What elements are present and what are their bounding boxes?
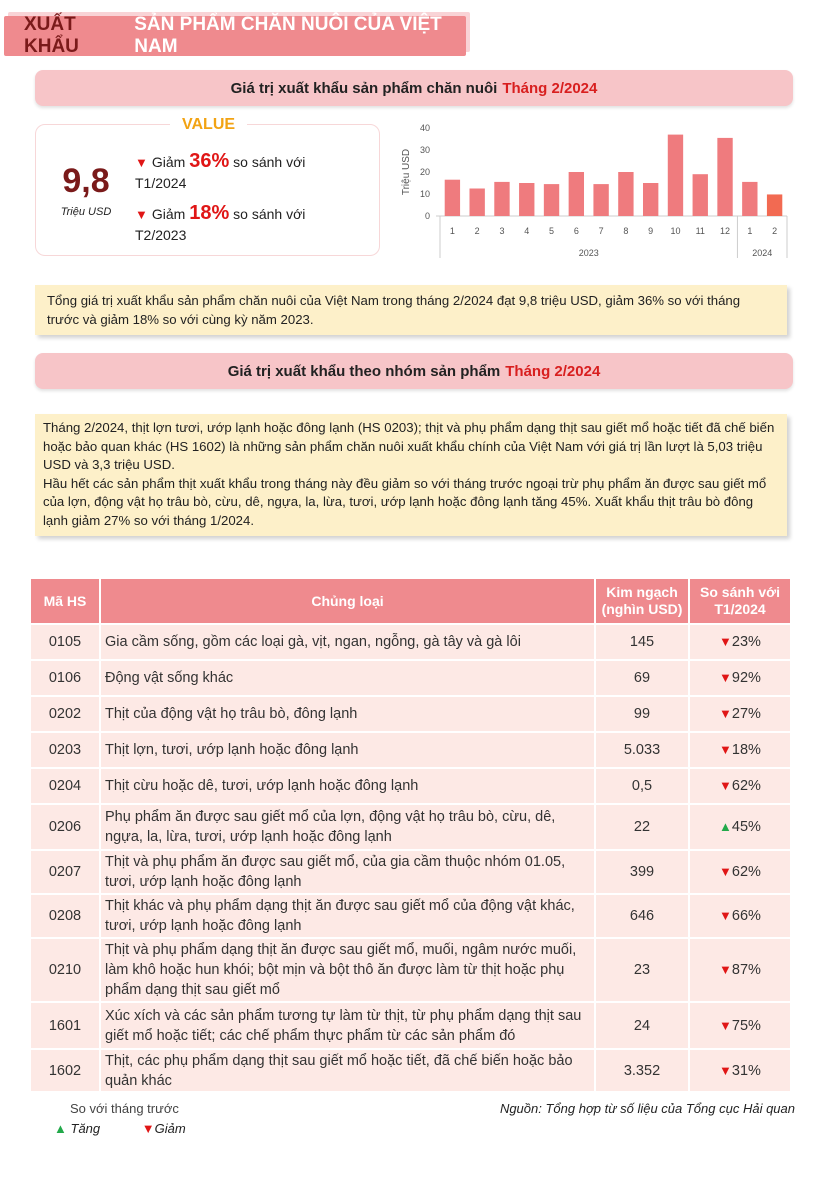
cell-hs-code: 0106	[31, 661, 101, 695]
bar-12	[717, 138, 732, 216]
down-triangle-icon: ▼	[719, 670, 732, 685]
comparison-year	[135, 203, 345, 246]
monthly-export-bar-chart	[395, 116, 795, 266]
cell-hs-code: 0207	[31, 851, 101, 893]
header-value-text: Kim ngạch (nghìn USD)	[601, 584, 683, 617]
down-triangle-icon: ▼	[141, 1121, 155, 1136]
section-product-group-title	[35, 353, 793, 389]
header-value	[596, 579, 690, 623]
bar-9	[643, 183, 658, 216]
source-note: Nguồn: Tổng hợp từ số liệu của Tổng cục Hải quan	[499, 1101, 795, 1116]
bar-4	[519, 183, 534, 216]
header-title-accent: XUẤT KHẨU	[24, 14, 79, 57]
cell-export-value: 145	[596, 625, 690, 659]
section-title-text: Giá trị xuất khẩu sản phẩm chăn nuôi	[230, 79, 498, 97]
cell-change-pct: 18%	[731, 742, 761, 758]
header-hs-code: Mã HS	[31, 579, 101, 623]
section-title-period: Tháng 2/2024	[505, 362, 601, 380]
cell-product-name: Động vật sống khác	[101, 661, 596, 695]
cell-product-name: Gia cầm sống, gồm các loại gà, vịt, ngan, ngỗng, gà tây và gà lôi	[101, 625, 596, 659]
summary-text: Tổng giá trị xuất khẩu sản phẩm chăn nuôi của Việt Nam trong tháng 2/2024 đạt 9,8 triệu USD, giảm 36% so với tháng trước và giảm 18% so với cùng kỳ năm 2023.	[47, 293, 741, 327]
cell-change-pct: 62%	[731, 864, 761, 880]
legend	[54, 1121, 186, 1136]
product-export-table	[31, 577, 790, 1093]
cell-export-value: 99	[596, 697, 690, 731]
summary-note	[35, 285, 787, 335]
bar-8	[618, 172, 633, 216]
legend-title: So với tháng trước	[70, 1101, 179, 1116]
table-row	[31, 733, 790, 767]
x-tick-label: 10	[670, 226, 681, 236]
cell-change	[690, 939, 790, 1001]
cell-export-value: 399	[596, 851, 690, 893]
bar-2	[469, 189, 484, 217]
down-triangle-icon: ▼	[719, 778, 732, 793]
cell-hs-code: 0210	[31, 939, 101, 1001]
cell-hs-code: 0208	[31, 895, 101, 937]
cell-product-name: Thịt lợn, tươi, ướp lạnh hoặc đông lạnh	[101, 733, 596, 767]
x-tick-label: 8	[623, 226, 629, 236]
cell-product-name: Thịt và phụ phẩm dạng thịt ăn được sau giết mổ, muối, ngâm nước muối, làm khô hoặc hun khói; bột mịn và bột thô ăn được làm từ thịt hoặc phụ phẩm dạng thịt sau giết mổ	[101, 939, 596, 1001]
comparison-month	[135, 151, 345, 194]
cell-export-value: 22	[596, 805, 690, 849]
cell-change	[690, 697, 790, 731]
cell-product-name: Phụ phẩm ăn được sau giết mổ của lợn, động vật họ trâu bò, cừu, dê, ngựa, la, lừa, tươi, ướp lạnh hoặc đông lạnh	[101, 805, 596, 849]
comparison-month-suffix: so sánh với T1/2024	[135, 154, 306, 191]
y-axis-label: Triệu USD	[401, 148, 412, 196]
down-triangle-icon: ▼	[719, 864, 732, 879]
down-triangle-icon: ▼	[719, 962, 732, 977]
table-row	[31, 851, 790, 893]
table-row	[31, 895, 790, 937]
comparison-year-suffix: so sánh với T2/2023	[135, 206, 306, 243]
legend-up-label: Tăng	[70, 1121, 101, 1136]
x-tick-label: 1	[449, 226, 455, 236]
cell-change	[690, 769, 790, 803]
x-group-label: 2024	[752, 248, 773, 258]
cell-change-pct: 92%	[731, 670, 761, 686]
cell-export-value: 3.352	[596, 1050, 690, 1091]
cell-change	[690, 661, 790, 695]
cell-export-value: 69	[596, 661, 690, 695]
x-tick-label: 2	[474, 226, 480, 236]
cell-export-value: 24	[596, 1003, 690, 1048]
cell-export-value: 5.033	[596, 733, 690, 767]
header-change	[690, 579, 790, 623]
cell-change-pct: 62%	[731, 778, 761, 794]
table-row	[31, 1050, 790, 1091]
table-row	[31, 625, 790, 659]
section-title-period: Tháng 2/2024	[502, 79, 598, 97]
header-product: Chủng loại	[101, 579, 596, 623]
x-tick-label: 9	[648, 226, 654, 236]
cell-change-pct: 23%	[731, 634, 761, 650]
down-triangle-icon: ▼	[719, 742, 732, 757]
table-row	[31, 939, 790, 1001]
cell-product-name: Thịt, các phụ phẩm dạng thịt sau giết mổ hoặc tiết, đã chế biến hoặc bảo quản khác	[101, 1050, 596, 1091]
cell-change-pct: 87%	[731, 962, 761, 978]
cell-change-pct: 75%	[731, 1017, 761, 1034]
x-tick-label: 11	[695, 226, 705, 236]
up-triangle-icon: ▲	[54, 1121, 67, 1136]
x-tick-label: 7	[598, 226, 604, 236]
cell-hs-code: 0203	[31, 733, 101, 767]
x-group-label: 2023	[578, 248, 599, 258]
cell-change	[690, 1050, 790, 1091]
comparison-month-prefix: Giảm	[151, 154, 186, 170]
x-tick-label: 3	[499, 226, 505, 236]
bar-7	[593, 184, 608, 216]
up-triangle-icon: ▲	[719, 819, 732, 834]
bar-1	[445, 180, 460, 216]
analysis-paragraph-2: Hầu hết các sản phẩm thịt xuất khẩu trong tháng này đều giảm so với tháng trước ngoại trừ phụ phẩm ăn được sau giết mổ của lợn, động vật họ trâu bò, cừu, dê, ngựa, la, lừa, tươi, ướp lạnh hoặc đông lạnh tăng 45%. Xuất khẩu thịt trâu bò đông lạnh giảm 27% so với tháng 1/2024.	[43, 475, 767, 528]
bar-10	[668, 135, 683, 216]
comparison-year-prefix: Giảm	[151, 206, 186, 222]
header-title: SẢN PHẨM CHĂN NUÔI CỦA VIỆT NAM	[134, 14, 442, 57]
table-row	[31, 769, 790, 803]
table-body	[31, 625, 790, 1091]
x-tick-label: 1	[747, 226, 753, 236]
cell-change-pct: 45%	[731, 819, 761, 835]
legend-down	[142, 1121, 186, 1136]
x-tick-label: 4	[524, 226, 530, 236]
table-header-row	[31, 579, 790, 623]
bar-1	[742, 182, 757, 216]
table-row	[31, 697, 790, 731]
down-triangle-icon: ▼	[719, 706, 732, 721]
page-header-banner	[4, 16, 466, 56]
down-triangle-icon: ▼	[719, 908, 732, 923]
bar-5	[544, 184, 559, 216]
table-row	[31, 661, 790, 695]
cell-export-value: 23	[596, 939, 690, 1001]
cell-change	[690, 805, 790, 849]
down-triangle-icon: ▼	[719, 1017, 732, 1033]
comparison-month-pct: 36%	[189, 150, 230, 172]
cell-product-name: Xúc xích và các sản phẩm tương tự làm từ thịt, từ phụ phẩm dạng thịt sau giết mổ hoặc tiết; các chế phẩm thực phẩm từ các sản phẩm đó	[101, 1003, 596, 1048]
header-change-text: So sánh với T1/2024	[700, 584, 780, 617]
down-triangle-icon: ▼	[135, 155, 148, 170]
y-tick-label: 40	[419, 123, 430, 133]
cell-hs-code: 1601	[31, 1003, 101, 1048]
cell-change-pct: 31%	[731, 1062, 761, 1079]
cell-change	[690, 1003, 790, 1048]
cell-hs-code: 0105	[31, 625, 101, 659]
bar-11	[693, 174, 708, 216]
down-triangle-icon: ▼	[719, 634, 732, 649]
section-title-text: Giá trị xuất khẩu theo nhóm sản phẩm	[227, 362, 501, 380]
cell-change	[690, 733, 790, 767]
cell-hs-code: 0202	[31, 697, 101, 731]
cell-export-value: 0,5	[596, 769, 690, 803]
table-row	[31, 1003, 790, 1048]
y-tick-label: 30	[419, 145, 430, 155]
cell-hs-code: 0206	[31, 805, 101, 849]
analysis-paragraph-1: Tháng 2/2024, thịt lợn tươi, ướp lạnh hoặc đông lạnh (HS 0203); thịt và phụ phẩm dạng thịt sau giết mổ hoặc tiết đã chế biến hoặc bảo quan khác (HS 1602) là những sản phẩm chăn nuôi xuất khẩu chính của Việt Nam với giá trị lần lượt là 5,03 triệu USD và 3,3 triệu USD.	[43, 420, 775, 472]
value-card-label: VALUE	[170, 116, 247, 134]
bar-3	[494, 182, 509, 216]
cell-product-name: Thịt và phụ phẩm ăn được sau giết mổ, của gia cầm thuộc nhóm 01.05, tươi, ướp lạnh hoặc đông lạnh	[101, 851, 596, 893]
export-value-unit: Triệu USD	[60, 206, 112, 218]
section-export-value-title	[35, 70, 793, 106]
cell-change	[690, 625, 790, 659]
cell-change	[690, 851, 790, 893]
cell-change	[690, 895, 790, 937]
analysis-note	[35, 414, 787, 536]
bar-2	[767, 194, 782, 216]
x-tick-label: 5	[549, 226, 555, 236]
x-tick-label: 6	[573, 226, 579, 236]
cell-product-name: Thịt cừu hoặc dê, tươi, ướp lạnh hoặc đông lạnh	[101, 769, 596, 803]
x-tick-label: 2	[772, 226, 778, 236]
y-tick-label: 10	[419, 189, 430, 199]
bar-6	[569, 172, 584, 216]
down-triangle-icon: ▼	[135, 207, 148, 222]
cell-hs-code: 1602	[31, 1050, 101, 1091]
comparison-year-pct: 18%	[189, 202, 230, 224]
cell-export-value: 646	[596, 895, 690, 937]
legend-up	[54, 1121, 104, 1136]
cell-product-name: Thịt của động vật họ trâu bò, đông lạnh	[101, 697, 596, 731]
table-row	[31, 805, 790, 849]
cell-hs-code: 0204	[31, 769, 101, 803]
cell-change-pct: 27%	[731, 706, 761, 722]
y-tick-label: 0	[424, 211, 430, 221]
x-tick-label: 12	[720, 226, 731, 236]
cell-product-name: Thịt khác và phụ phẩm dạng thịt ăn được sau giết mổ của động vật khác, tươi, ướp lạnh hoặc đông lạnh	[101, 895, 596, 937]
down-triangle-icon: ▼	[719, 1062, 732, 1078]
cell-change-pct: 66%	[731, 908, 761, 924]
export-value-number: 9,8	[62, 162, 110, 200]
legend-down-label: Giảm	[154, 1121, 186, 1136]
y-tick-label: 20	[419, 167, 430, 177]
